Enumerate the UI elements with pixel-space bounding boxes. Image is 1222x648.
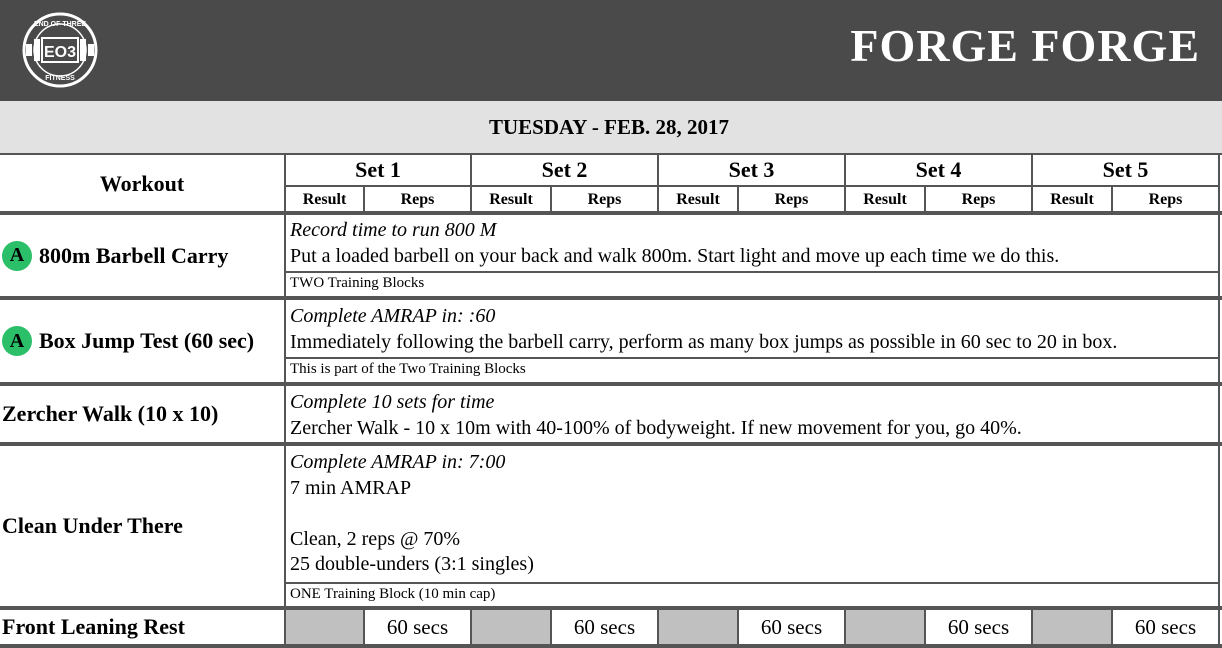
- grid-line: [470, 155, 472, 213]
- set-3-header: Set 3: [728, 157, 775, 182]
- note-divider: [284, 357, 1218, 359]
- grid-line: [550, 187, 552, 213]
- training-block-note: TWO Training Blocks: [290, 275, 425, 291]
- workout-description: [290, 450, 534, 578]
- set-1-result-header: Result: [302, 191, 347, 208]
- workout-name: Zercher Walk (10 x 10): [2, 401, 219, 426]
- workout-detail: Immediately following the barbell carry, perform as many box jumps as possible in 60 sec to 20 in box.: [290, 330, 1118, 353]
- result-input[interactable]: [472, 610, 550, 644]
- spacer: [290, 501, 534, 527]
- workout-description: [290, 390, 1022, 441]
- workout-row-name: [0, 300, 254, 382]
- workout-detail: 25 double-unders (3:1 singles): [290, 553, 534, 575]
- set-5-reps-header: Reps: [1148, 191, 1183, 208]
- workout-date: TUESDAY - FEB. 28, 2017: [489, 115, 729, 139]
- workout-detail: Clean, 2 reps @ 70%: [290, 527, 461, 550]
- page-title: FORGE FORGE: [850, 20, 1200, 71]
- header-divider: [284, 185, 1218, 187]
- set-1-header: Set 1: [355, 157, 401, 182]
- set-4-header: Set 4: [915, 157, 962, 182]
- row-separator: [0, 442, 1222, 446]
- training-block-note: ONE Training Block (10 min cap): [290, 586, 496, 602]
- grid-line: [657, 155, 659, 213]
- set-1-reps-header: Reps: [400, 191, 435, 208]
- set-3-reps-header: Reps: [774, 191, 809, 208]
- workout-detail: Zercher Walk - 10 x 10m with 40-100% of bodyweight. If new movement for you, go 40%.: [290, 416, 1022, 439]
- workout-description: [290, 218, 1059, 269]
- set-2-reps-header: Reps: [587, 191, 622, 208]
- eo3-fitness-logo: [18, 8, 102, 92]
- note-divider: [284, 582, 1218, 584]
- grid-line: [1218, 155, 1220, 213]
- grid-line: [844, 155, 846, 213]
- workout-instruction: Record time to run 800 M: [290, 219, 497, 241]
- workout-detail: Put a loaded barbell on your back and walk 800m. Start light and move up each time we do this.: [290, 244, 1060, 267]
- set-5-result-header: Result: [1050, 191, 1094, 208]
- workout-row-name: [0, 610, 185, 644]
- app-header: [0, 0, 1222, 101]
- reps-value: 60 secs: [386, 614, 449, 639]
- result-input[interactable]: [1033, 610, 1111, 644]
- workout-name: Front Leaning Rest: [2, 614, 185, 639]
- grid-line: [737, 187, 739, 213]
- set-4-reps-header: Reps: [961, 191, 996, 208]
- set-5-header: Set 5: [1102, 157, 1149, 182]
- logo-mid-text: EO3: [43, 44, 77, 61]
- grid-line: [363, 187, 365, 213]
- grid-line: [284, 155, 286, 213]
- logo-top-text: END OF THREE: [33, 21, 87, 28]
- workout-instruction: Complete 10 sets for time: [290, 391, 495, 413]
- training-block-note: This is part of the Two Training Blocks: [290, 361, 526, 377]
- workout-column-header: Workout: [99, 171, 185, 196]
- grid-line: [924, 187, 926, 213]
- result-input[interactable]: [286, 610, 363, 644]
- grid-line: [1031, 155, 1033, 213]
- date-bar: [0, 101, 1222, 155]
- workout-description: [290, 304, 1117, 355]
- set-3-result-header: Result: [676, 191, 720, 208]
- reps-value: 60 secs: [947, 614, 1010, 639]
- reps-value: 60 secs: [573, 614, 636, 639]
- note-divider: [284, 271, 1218, 273]
- workout-row-name: [0, 386, 218, 442]
- set-2-header: Set 2: [541, 157, 588, 182]
- workout-detail: 7 min AMRAP: [290, 476, 412, 499]
- workout-row-name: [0, 215, 228, 296]
- workout-instruction: Complete AMRAP in: :60: [290, 305, 496, 327]
- result-input[interactable]: [846, 610, 924, 644]
- result-input[interactable]: [659, 610, 737, 644]
- grid-line: [1218, 213, 1220, 646]
- reps-value: 60 secs: [1134, 614, 1197, 639]
- workout-name: Box Jump Test (60 sec): [39, 328, 255, 353]
- workout-instruction: Complete AMRAP in: 7:00: [290, 451, 506, 473]
- block-badge: A: [2, 241, 32, 271]
- block-badge: A: [2, 326, 32, 356]
- reps-value: 60 secs: [760, 614, 823, 639]
- grid-line: [1111, 187, 1113, 213]
- row-separator: [0, 644, 1222, 648]
- logo-bottom-text: FITNESS: [45, 75, 75, 82]
- workout-row-name: [0, 446, 183, 606]
- workout-name: 800m Barbell Carry: [39, 242, 229, 268]
- set-2-result-header: Result: [489, 191, 533, 208]
- workout-name: Clean Under There: [2, 513, 183, 538]
- set-4-result-header: Result: [863, 191, 907, 208]
